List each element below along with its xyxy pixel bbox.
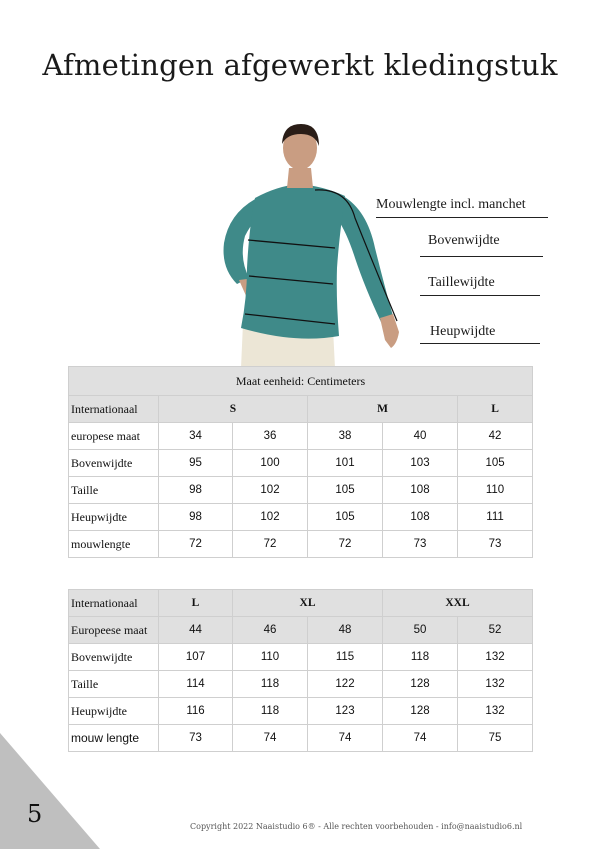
table-row <box>69 671 533 698</box>
row-label: Europeese maat <box>69 617 159 644</box>
table-cell: 103 <box>383 450 458 477</box>
label-sleeve-underline <box>376 217 548 218</box>
copyright-notice: Copyright 2022 Naaistudio 6® - Alle rechten voorbehouden - info@naaistudio6.nl <box>190 822 523 831</box>
page-title: Afmetingen afgewerkt kledingstuk <box>42 48 558 82</box>
row-label: Heupwijdte <box>69 504 159 531</box>
table-cell: 75 <box>458 725 533 752</box>
row-label: mouwlengte <box>69 531 159 558</box>
label-sleeve-length: Mouwlengte incl. manchet <box>376 197 526 212</box>
table-cell: 118 <box>233 671 308 698</box>
label-waist-width: Taillewijdte <box>428 275 495 290</box>
table-cell: 118 <box>383 644 458 671</box>
table-cell: 102 <box>233 504 308 531</box>
table-row <box>69 477 533 504</box>
table-row <box>69 531 533 558</box>
row-label: Taille <box>69 477 159 504</box>
table1-header-label: Internationaal <box>69 396 159 423</box>
table-cell: 110 <box>458 477 533 504</box>
table-cell: 44 <box>159 617 233 644</box>
table-row <box>69 396 533 423</box>
table-cell: 105 <box>308 477 383 504</box>
table2-group-xl: XL <box>233 590 383 617</box>
table-cell: 132 <box>458 671 533 698</box>
row-label: Taille <box>69 671 159 698</box>
table-cell: 36 <box>233 423 308 450</box>
label-chest-width: Bovenwijdte <box>428 233 500 248</box>
model-figure <box>215 118 410 368</box>
label-chest-underline <box>420 256 543 257</box>
table-row <box>69 423 533 450</box>
table-cell: 102 <box>233 477 308 504</box>
table1-group-m: M <box>308 396 458 423</box>
row-label: mouw lengte <box>69 725 159 752</box>
table-cell: 34 <box>159 423 233 450</box>
table-cell: 72 <box>308 531 383 558</box>
table-cell: 46 <box>233 617 308 644</box>
table-cell: 101 <box>308 450 383 477</box>
table-cell: 128 <box>383 671 458 698</box>
table-cell: 73 <box>159 725 233 752</box>
table2-header-label: Internationaal <box>69 590 159 617</box>
table-cell: 108 <box>383 504 458 531</box>
row-label: Heupwijdte <box>69 698 159 725</box>
table-cell: 73 <box>383 531 458 558</box>
row-label: Bovenwijdte <box>69 450 159 477</box>
label-hip-width: Heupwijdte <box>430 324 496 339</box>
table-cell: 48 <box>308 617 383 644</box>
table-cell: 73 <box>458 531 533 558</box>
table-row <box>69 698 533 725</box>
table-row <box>69 504 533 531</box>
table-cell: 128 <box>383 698 458 725</box>
table-cell: 40 <box>383 423 458 450</box>
table-row <box>69 450 533 477</box>
table-cell: 72 <box>159 531 233 558</box>
table-row <box>69 590 533 617</box>
table-cell: 118 <box>233 698 308 725</box>
table-cell: 110 <box>233 644 308 671</box>
table-cell: 38 <box>308 423 383 450</box>
table1-group-l: L <box>458 396 533 423</box>
table-cell: 115 <box>308 644 383 671</box>
row-label: europese maat <box>69 423 159 450</box>
table-cell: 98 <box>159 504 233 531</box>
table2-group-l: L <box>159 590 233 617</box>
table1-group-s: S <box>159 396 308 423</box>
table2-group-xxl: XXL <box>383 590 533 617</box>
table1-caption: Maat eenheid: Centimeters <box>69 367 533 396</box>
table-cell: 132 <box>458 644 533 671</box>
table-cell: 100 <box>233 450 308 477</box>
table-cell: 98 <box>159 477 233 504</box>
label-hip-underline <box>420 343 540 344</box>
size-table-2 <box>68 589 533 752</box>
table-cell: 42 <box>458 423 533 450</box>
row-label: Bovenwijdte <box>69 644 159 671</box>
table-cell: 111 <box>458 504 533 531</box>
table-cell: 116 <box>159 698 233 725</box>
table-row <box>69 617 533 644</box>
table-cell: 122 <box>308 671 383 698</box>
table-row <box>69 725 533 752</box>
table-cell: 52 <box>458 617 533 644</box>
table-row <box>69 644 533 671</box>
table-cell: 114 <box>159 671 233 698</box>
table-cell: 105 <box>458 450 533 477</box>
table-cell: 74 <box>233 725 308 752</box>
label-waist-underline <box>420 295 540 296</box>
table-cell: 95 <box>159 450 233 477</box>
table-cell: 132 <box>458 698 533 725</box>
table-cell: 72 <box>233 531 308 558</box>
table-cell: 50 <box>383 617 458 644</box>
table-cell: 108 <box>383 477 458 504</box>
table-cell: 123 <box>308 698 383 725</box>
size-table-1 <box>68 366 533 558</box>
table-cell: 74 <box>308 725 383 752</box>
table-cell: 74 <box>383 725 458 752</box>
table-cell: 107 <box>159 644 233 671</box>
page-number: 5 <box>27 800 43 828</box>
table-cell: 105 <box>308 504 383 531</box>
